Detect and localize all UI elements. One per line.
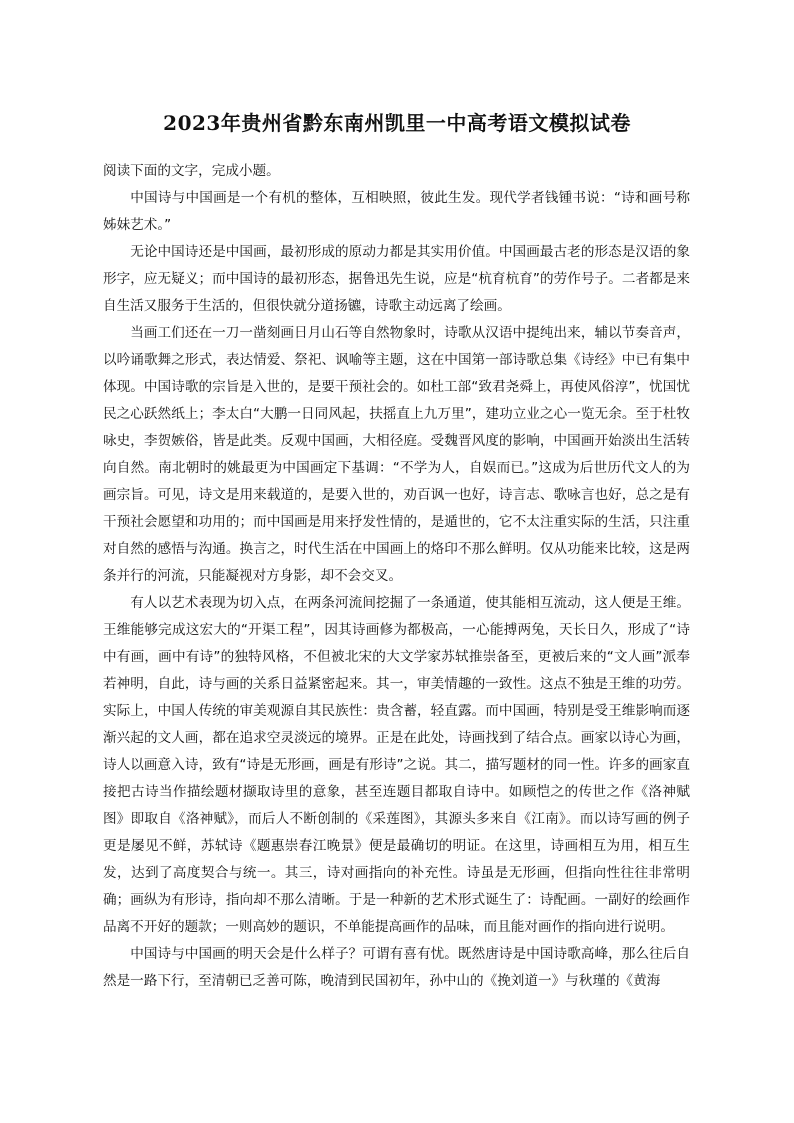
paragraph-1: 中国诗与中国画是一个有机的整体，互相映照，彼此生发。现代学者钱锺书说：“诗和画号称姊妹艺术。” [103,190,690,233]
paragraph-3: 当画工们还在一刀一凿刻画日月山石等自然物象时，诗歌从汉语中提纯出来，辅以节奏音声，以吟诵歌舞之形式，表达情爱、祭祀、讽喻等主题，这在中国第一部诗歌总集《诗经》中已有集中体现。中国诗歌的宗旨是入世的，是要干预社会的。如杜工部“致君尧舜上，再使风俗淳”，忧国忧民之心跃然纸上；李太白“大鹏一日同风起，扶摇直上九万里”，建功立业之心一览无余。至于杜牧咏史，李贺嫉俗，皆是此类。反观中国画，大相径庭。受魏晋风度的影响，中国画开始淡出生活转向自然。南北朝时的姚最更为中国画定下基调：“不学为人，自娱而已。”这成为后世历代文人的为画宗旨。可见，诗文是用来载道的，是要入世的，劝百讽一也好，诗言志、歌咏言也好，总之是有干预社会愿望和功用的；而中国画是用来抒发性情的，是遁世的，它不太注重实际的生活，只注重对自然的感悟与沟通。换言之，时代生活在中国画上的烙印不那么鲜明。仅从功能来比较，这是两条并行的河流，只能凝视对方身影，却不会交叉。 [103,325,690,584]
instruction-text: 阅读下面的文字，完成小题。 [103,163,280,179]
paragraph-4: 有人以艺术表现为切入点，在两条河流间挖掘了一条通道，使其能相互流动，这人便是王维。王维能够完成这宏大的“开渠工程”，因其诗画修为都极高，一心能搏两兔，天长日久，形成了“诗中有画，画中有诗”的独特风格，不但被北宋的大文学家苏轼推崇备至，更被后来的“文人画”派奉若神明，自此，诗与画的关系日益紧密起来。其一，审美情趣的一致性。这点不独是王维的功劳。实际上，中国人传统的审美观源自其民族性：贵含蓄，轻直露。而中国画，特别是受王维影响而逐渐兴起的文人画，都在追求空灵淡远的境界。正是在此处，诗画找到了结合点。画家以诗心为画，诗人以画意入诗，致有“诗是无形画，画是有形诗”之说。其二，描写题材的同一性。许多的画家直接把古诗当作描绘题材撷取诗里的意象，甚至连题目都取自诗中。如顾恺之的传世之作《洛神赋图》即取自《洛神赋》，而后人不断创制的《采莲图》，其源头多来自《江南》。而以诗写画的例子更是屡见不鲜，苏轼诗《题惠崇春江晚景》便是最确切的明证。在这里，诗画相互为用，相互生发，达到了高度契合与统一。其三，诗对画指向的补充性。诗虽是无形画，但指向性往往非常明确；画纵为有形诗，指向却不那么清晰。于是一种新的艺术形式诞生了：诗配画。一副好的绘画作品离不开好的题款；一则高妙的题识，不单能提高画作的品味，而且能对画作的指向进行说明。 [103,595,690,935]
paragraph-5: 中国诗与中国画的明天会是什么样子？可谓有喜有忧。既然唐诗是中国诗歌高峰，那么往后自然是一路下行，至清朝已乏善可陈，晚清到民国初年，孙中山的《挽刘道一》与秋瑾的《黄海 [103,946,690,989]
paragraph-2: 无论中国诗还是中国画，最初形成的原动力都是其实用价值。中国画最古老的形态是汉语的象形字，应无疑义；而中国诗的最初形态，据鲁迅先生说，应是“杭育杭育”的劳作号子。二者都是来自生活又服务于生活的，但很快就分道扬镳，诗歌主动远离了绘画。 [103,244,690,314]
document-body [103,158,690,995]
document-title: 2023年贵州省黔东南州凯里一中高考语文模拟试卷 [163,111,631,136]
